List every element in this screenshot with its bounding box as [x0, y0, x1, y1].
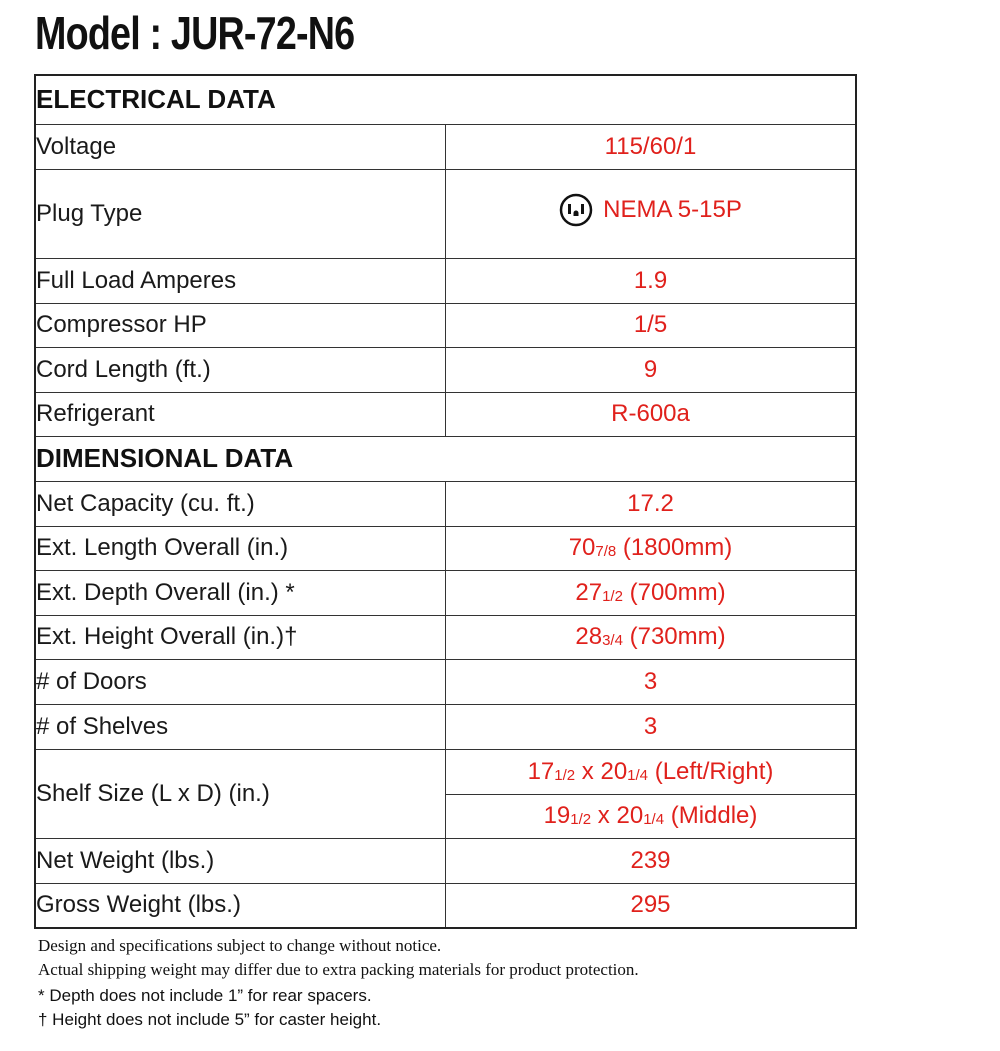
row-label: Compressor HP: [35, 303, 446, 347]
row-label: # of Shelves: [35, 704, 446, 749]
row-value: 3: [446, 659, 857, 704]
row-value: 115/60/1: [446, 124, 857, 169]
row-value: 239: [446, 838, 857, 883]
row-ext-height: [35, 615, 856, 659]
row-doors: [35, 659, 856, 704]
row-shelf-size: [35, 749, 856, 794]
row-label: Ext. Depth Overall (in.) *: [35, 570, 446, 615]
row-label: Refrigerant: [35, 392, 446, 436]
row-label: Ext. Length Overall (in.): [35, 526, 446, 570]
row-refrigerant: [35, 392, 856, 436]
row-full-load-amperes: [35, 258, 856, 303]
row-label: Ext. Height Overall (in.)†: [35, 615, 446, 659]
row-shelves: [35, 704, 856, 749]
row-value: 17.2: [446, 481, 857, 526]
note-shipping-weight: Actual shipping weight may differ due to extra packing materials for product protection.: [38, 960, 639, 979]
row-plug-type: [35, 169, 856, 258]
note-design-change: Design and specifications subject to change without notice.: [38, 936, 442, 955]
row-label: # of Doors: [35, 659, 446, 704]
row-value: 1.9: [446, 258, 857, 303]
note-height: † Height does not include 5” for caster height.: [38, 1010, 382, 1029]
row-value: 295: [446, 883, 857, 928]
row-label: Full Load Amperes: [35, 258, 446, 303]
row-value: 271/2 (700mm): [446, 570, 857, 615]
row-compressor-hp: [35, 303, 856, 347]
plug-value: NEMA 5-15P: [603, 196, 742, 223]
row-gross-weight: [35, 883, 856, 928]
section-heading-electrical: ELECTRICAL DATA: [35, 75, 856, 124]
row-ext-length: [35, 526, 856, 570]
footnotes: [38, 934, 639, 1032]
row-value: 707/8 (1800mm): [446, 526, 857, 570]
row-label: Cord Length (ft.): [35, 347, 446, 392]
row-label: Net Capacity (cu. ft.): [35, 481, 446, 526]
section-heading-dimensional: DIMENSIONAL DATA: [35, 436, 856, 481]
model-title: Model : JUR-72-N6: [35, 7, 355, 59]
section-electrical: [35, 75, 856, 124]
note-depth: * Depth does not include 1” for rear spacers.: [38, 986, 372, 1005]
plug-icon: [559, 193, 593, 227]
row-ext-depth: [35, 570, 856, 615]
row-net-capacity: [35, 481, 856, 526]
row-value: 9: [446, 347, 857, 392]
row-value-middle: 191/2 x 201/4 (Middle): [446, 794, 857, 838]
row-label: Plug Type: [35, 169, 446, 258]
row-label: Gross Weight (lbs.): [35, 883, 446, 928]
row-voltage: [35, 124, 856, 169]
row-cord-length: [35, 347, 856, 392]
row-value-left-right: 171/2 x 201/4 (Left/Right): [446, 749, 857, 794]
row-value: 283/4 (730mm): [446, 615, 857, 659]
row-value: 3: [446, 704, 857, 749]
row-label: Voltage: [35, 124, 446, 169]
row-net-weight: [35, 838, 856, 883]
row-label: Shelf Size (L x D) (in.): [35, 749, 446, 838]
spec-table: [34, 74, 857, 929]
section-dimensional: [35, 436, 856, 481]
row-value: [446, 169, 857, 258]
row-value: R-600a: [446, 392, 857, 436]
row-value: 1/5: [446, 303, 857, 347]
row-label: Net Weight (lbs.): [35, 838, 446, 883]
